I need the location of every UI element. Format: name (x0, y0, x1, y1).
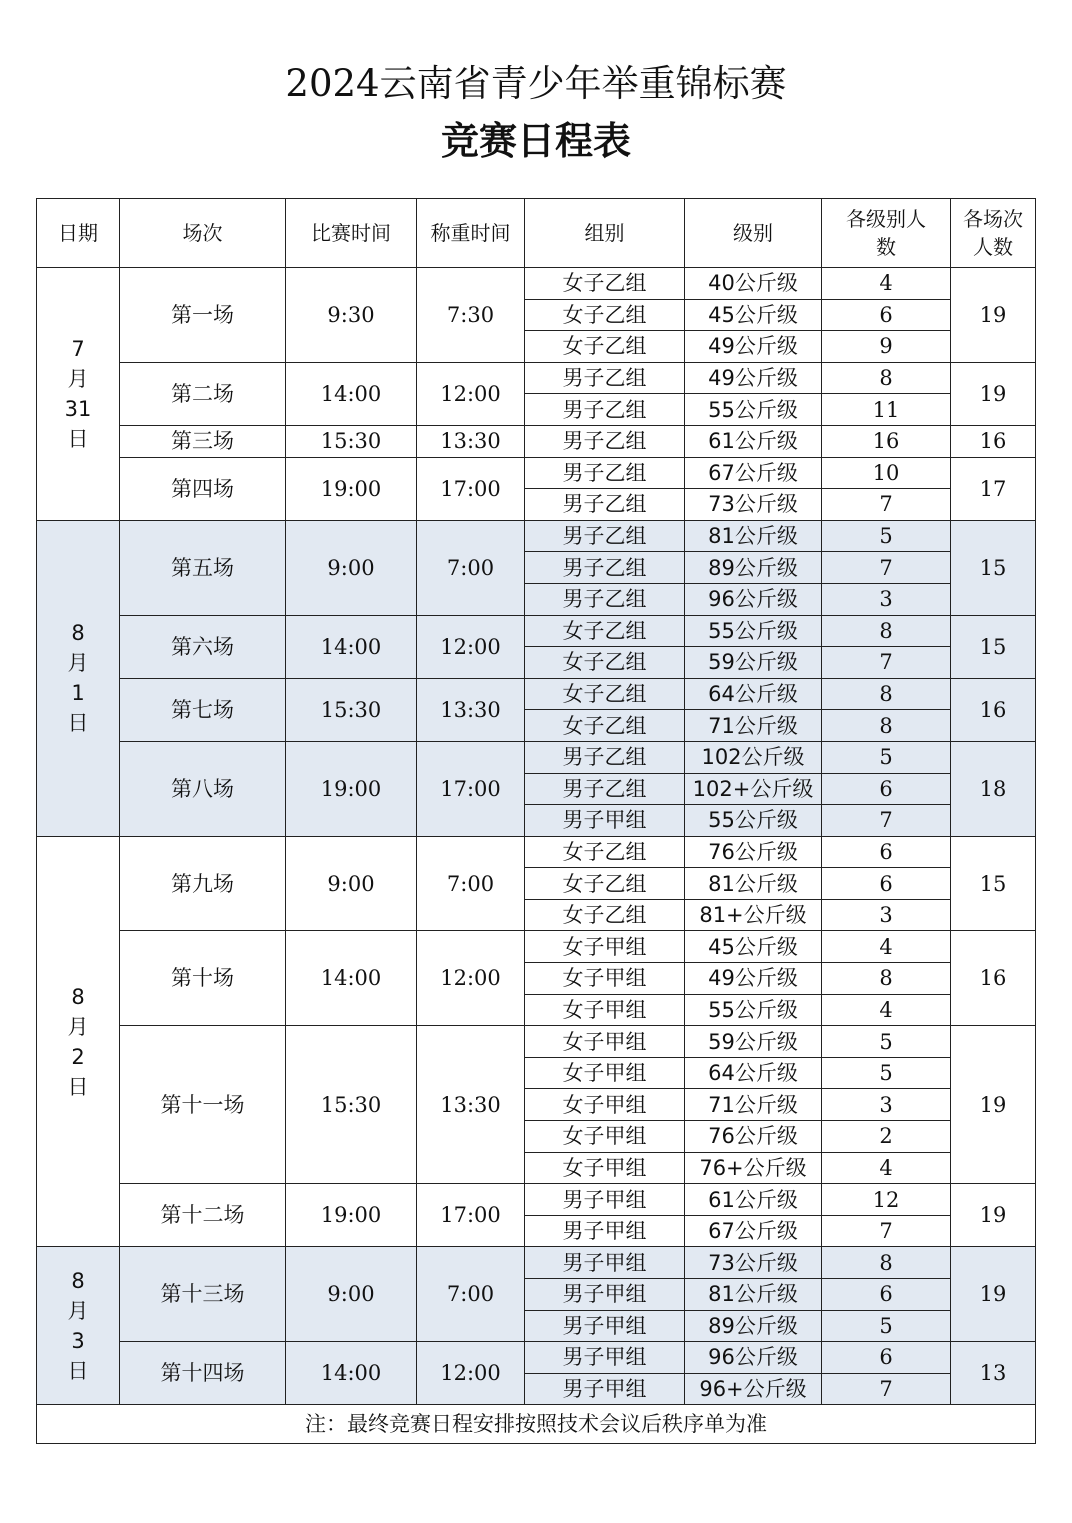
table-row (37, 741, 1036, 773)
match-time: 15:30 (286, 678, 417, 741)
session-name: 第二场 (120, 362, 286, 425)
weight-class-cell: 59公斤级 (685, 647, 822, 679)
session-name: 第一场 (120, 268, 286, 363)
weigh-time: 7:30 (417, 268, 525, 363)
weigh-time: 7:00 (417, 836, 525, 931)
weight-class-cell: 61公斤级 (685, 425, 822, 457)
table-row (37, 268, 1036, 300)
weight-class-cell: 71公斤级 (685, 1089, 822, 1121)
class-count-cell: 9 (822, 331, 951, 363)
group-cell: 女子甲组 (525, 1057, 685, 1089)
weight-class-cell: 73公斤级 (685, 1247, 822, 1279)
group-cell: 女子乙组 (525, 268, 685, 300)
class-count-cell: 4 (822, 994, 951, 1026)
weight-class-cell: 76+公斤级 (685, 1152, 822, 1184)
weigh-time: 17:00 (417, 1184, 525, 1247)
session-name: 第九场 (120, 836, 286, 931)
class-count-cell: 6 (822, 299, 951, 331)
class-count-cell: 7 (822, 1215, 951, 1247)
date-part: 月 (67, 651, 89, 676)
weight-class-cell: 49公斤级 (685, 331, 822, 363)
weigh-time: 12:00 (417, 1342, 525, 1405)
group-cell: 女子乙组 (525, 299, 685, 331)
weight-class-cell: 81公斤级 (685, 868, 822, 900)
group-cell: 女子甲组 (525, 1026, 685, 1058)
weight-class-cell: 81公斤级 (685, 520, 822, 552)
group-cell: 女子乙组 (525, 615, 685, 647)
session-total-cell: 15 (951, 520, 1036, 615)
group-cell: 男子乙组 (525, 552, 685, 584)
group-cell: 女子甲组 (525, 963, 685, 995)
session-total-cell: 19 (951, 1026, 1036, 1184)
class-count-cell: 11 (822, 394, 951, 426)
class-count-cell: 16 (822, 425, 951, 457)
session-name: 第十场 (120, 931, 286, 1026)
class-count-cell: 6 (822, 836, 951, 868)
table-row (37, 1342, 1036, 1374)
date-part: 1 (71, 681, 85, 706)
group-cell: 女子乙组 (525, 331, 685, 363)
session-total-cell: 19 (951, 1247, 1036, 1342)
weight-class-cell: 59公斤级 (685, 1026, 822, 1058)
header-row (37, 199, 1036, 268)
weight-class-cell: 81公斤级 (685, 1279, 822, 1311)
header-class-count-label: 各级别人数 (846, 207, 926, 259)
match-time: 14:00 (286, 931, 417, 1026)
weigh-time: 17:00 (417, 457, 525, 520)
group-cell: 男子乙组 (525, 520, 685, 552)
date-part: 月 (67, 1298, 89, 1323)
session-total-cell: 19 (951, 268, 1036, 363)
table-row (37, 362, 1036, 394)
class-count-cell: 3 (822, 1089, 951, 1121)
session-name: 第三场 (120, 425, 286, 457)
weigh-time: 13:30 (417, 678, 525, 741)
session-total-cell: 15 (951, 836, 1036, 931)
group-cell: 男子甲组 (525, 1310, 685, 1342)
table-row (37, 836, 1036, 868)
table-row (37, 615, 1036, 647)
session-total-cell: 16 (951, 931, 1036, 1026)
weight-class-cell: 89公斤级 (685, 552, 822, 584)
match-time: 9:30 (286, 268, 417, 363)
header-session-count (951, 199, 1036, 268)
class-count-cell: 6 (822, 773, 951, 805)
weight-class-cell: 71公斤级 (685, 710, 822, 742)
class-count-cell: 2 (822, 1121, 951, 1153)
session-total-cell: 17 (951, 457, 1036, 520)
class-count-cell: 4 (822, 931, 951, 963)
class-count-cell: 8 (822, 615, 951, 647)
weight-class-cell: 49公斤级 (685, 963, 822, 995)
class-count-cell: 3 (822, 899, 951, 931)
match-time: 19:00 (286, 1184, 417, 1247)
session-total-cell: 16 (951, 678, 1036, 741)
weight-class-cell: 40公斤级 (685, 268, 822, 300)
session-total-cell: 15 (951, 615, 1036, 678)
group-cell: 男子乙组 (525, 425, 685, 457)
weigh-time: 12:00 (417, 931, 525, 1026)
group-cell: 男子甲组 (525, 1247, 685, 1279)
date-cell (37, 836, 120, 1247)
group-cell: 男子甲组 (525, 805, 685, 837)
group-cell: 女子乙组 (525, 678, 685, 710)
match-time: 14:00 (286, 615, 417, 678)
class-count-cell: 5 (822, 520, 951, 552)
class-count-cell: 7 (822, 1373, 951, 1405)
group-cell: 男子乙组 (525, 741, 685, 773)
class-count-cell: 6 (822, 1279, 951, 1311)
group-cell: 女子甲组 (525, 931, 685, 963)
session-name: 第七场 (120, 678, 286, 741)
weight-class-cell: 45公斤级 (685, 931, 822, 963)
session-name: 第十一场 (120, 1026, 286, 1184)
session-total-cell: 19 (951, 1184, 1036, 1247)
weigh-time: 13:30 (417, 1026, 525, 1184)
weigh-time: 7:00 (417, 1247, 525, 1342)
class-count-cell: 5 (822, 1026, 951, 1058)
group-cell: 男子乙组 (525, 773, 685, 805)
match-time: 14:00 (286, 1342, 417, 1405)
date-part: 8 (71, 621, 85, 646)
class-count-cell: 5 (822, 1310, 951, 1342)
class-count-cell: 6 (822, 1342, 951, 1374)
session-name: 第十四场 (120, 1342, 286, 1405)
class-count-cell: 8 (822, 362, 951, 394)
date-part: 2 (71, 1044, 85, 1069)
weight-class-cell: 61公斤级 (685, 1184, 822, 1216)
weigh-time: 17:00 (417, 741, 525, 836)
date-part: 月 (67, 1014, 89, 1039)
group-cell: 女子乙组 (525, 647, 685, 679)
document-subtitle: 竞赛日程表 (440, 119, 631, 163)
weight-class-cell: 55公斤级 (685, 994, 822, 1026)
weigh-time: 12:00 (417, 362, 525, 425)
weigh-time: 7:00 (417, 520, 525, 615)
header-weigh-time: 称重时间 (417, 199, 525, 268)
date-cell (37, 520, 120, 836)
group-cell: 女子甲组 (525, 994, 685, 1026)
weight-class-cell: 55公斤级 (685, 805, 822, 837)
table-row (37, 457, 1036, 489)
class-count-cell: 8 (822, 963, 951, 995)
schedule-body (37, 268, 1036, 1405)
session-name: 第六场 (120, 615, 286, 678)
group-cell: 男子甲组 (525, 1373, 685, 1405)
weight-class-cell: 102+公斤级 (685, 773, 822, 805)
header-class-count (822, 199, 951, 268)
class-count-cell: 7 (822, 552, 951, 584)
group-cell: 男子乙组 (525, 394, 685, 426)
schedule-table (36, 198, 1036, 1444)
group-cell: 女子乙组 (525, 836, 685, 868)
match-time: 9:00 (286, 1247, 417, 1342)
group-cell: 男子甲组 (525, 1279, 685, 1311)
class-count-cell: 6 (822, 868, 951, 900)
weight-class-cell: 64公斤级 (685, 678, 822, 710)
weight-class-cell: 76公斤级 (685, 1121, 822, 1153)
group-cell: 女子乙组 (525, 899, 685, 931)
class-count-cell: 7 (822, 805, 951, 837)
weight-class-cell: 96公斤级 (685, 583, 822, 615)
session-total-cell: 13 (951, 1342, 1036, 1405)
header-session-count-label: 各场次人数 (963, 207, 1023, 259)
session-name: 第八场 (120, 741, 286, 836)
weight-class-cell: 96公斤级 (685, 1342, 822, 1374)
class-count-cell: 7 (822, 647, 951, 679)
date-part: 3 (71, 1328, 85, 1353)
class-count-cell: 8 (822, 1247, 951, 1279)
group-cell: 男子甲组 (525, 1215, 685, 1247)
header-group: 组别 (525, 199, 685, 268)
group-cell: 男子乙组 (525, 457, 685, 489)
session-total-cell: 16 (951, 425, 1036, 457)
date-part: 31 (64, 396, 92, 421)
table-row (37, 520, 1036, 552)
class-count-cell: 3 (822, 583, 951, 615)
weight-class-cell: 81+公斤级 (685, 899, 822, 931)
group-cell: 女子甲组 (525, 1089, 685, 1121)
date-part: 月 (67, 366, 89, 391)
class-count-cell: 5 (822, 741, 951, 773)
match-time: 15:30 (286, 1026, 417, 1184)
match-time: 14:00 (286, 362, 417, 425)
weight-class-cell: 67公斤级 (685, 1215, 822, 1247)
group-cell: 男子乙组 (525, 362, 685, 394)
group-cell: 男子乙组 (525, 583, 685, 615)
date-part: 日 (67, 1074, 89, 1099)
header-date: 日期 (37, 199, 120, 268)
match-time: 19:00 (286, 741, 417, 836)
weight-class-cell: 76公斤级 (685, 836, 822, 868)
weight-class-cell: 64公斤级 (685, 1057, 822, 1089)
session-total-cell: 18 (951, 741, 1036, 836)
group-cell: 男子甲组 (525, 1184, 685, 1216)
table-row (37, 678, 1036, 710)
header-session: 场次 (120, 199, 286, 268)
class-count-cell: 4 (822, 1152, 951, 1184)
table-row (37, 425, 1036, 457)
date-part: 日 (67, 426, 89, 451)
session-total-cell: 19 (951, 362, 1036, 425)
session-name: 第五场 (120, 520, 286, 615)
weight-class-cell: 102公斤级 (685, 741, 822, 773)
group-cell: 男子乙组 (525, 489, 685, 521)
group-cell: 女子甲组 (525, 1121, 685, 1153)
match-time: 15:30 (286, 425, 417, 457)
class-count-cell: 4 (822, 268, 951, 300)
table-row (37, 1184, 1036, 1216)
match-time: 9:00 (286, 520, 417, 615)
table-row (37, 1026, 1036, 1058)
weight-class-cell: 55公斤级 (685, 615, 822, 647)
class-count-cell: 8 (822, 710, 951, 742)
date-part: 日 (67, 711, 89, 736)
group-cell: 女子乙组 (525, 868, 685, 900)
document-title: 2024云南省青少年举重锦标赛 (285, 62, 787, 105)
weigh-time: 12:00 (417, 615, 525, 678)
weight-class-cell: 96+公斤级 (685, 1373, 822, 1405)
class-count-cell: 10 (822, 457, 951, 489)
class-count-cell: 5 (822, 1057, 951, 1089)
header-match-time: 比赛时间 (286, 199, 417, 268)
date-part: 8 (71, 1268, 85, 1293)
header-weight-class: 级别 (685, 199, 822, 268)
weight-class-cell: 49公斤级 (685, 362, 822, 394)
weight-class-cell: 73公斤级 (685, 489, 822, 521)
date-part: 7 (71, 336, 85, 361)
date-cell (37, 1247, 120, 1405)
class-count-cell: 7 (822, 489, 951, 521)
weight-class-cell: 89公斤级 (685, 1310, 822, 1342)
class-count-cell: 12 (822, 1184, 951, 1216)
weight-class-cell: 45公斤级 (685, 299, 822, 331)
match-time: 9:00 (286, 836, 417, 931)
session-name: 第十三场 (120, 1247, 286, 1342)
date-part: 8 (71, 984, 85, 1009)
class-count-cell: 8 (822, 678, 951, 710)
weight-class-cell: 67公斤级 (685, 457, 822, 489)
match-time: 19:00 (286, 457, 417, 520)
session-name: 第四场 (120, 457, 286, 520)
group-cell: 女子甲组 (525, 1152, 685, 1184)
group-cell: 女子乙组 (525, 710, 685, 742)
date-part: 日 (67, 1358, 89, 1383)
table-row (37, 931, 1036, 963)
group-cell: 男子甲组 (525, 1342, 685, 1374)
date-cell (37, 268, 120, 521)
footnote: 注：最终竞赛日程安排按照技术会议后秩序单为准 (37, 1405, 1036, 1444)
footnote-row (37, 1405, 1036, 1444)
weigh-time: 13:30 (417, 425, 525, 457)
session-name: 第十二场 (120, 1184, 286, 1247)
weight-class-cell: 55公斤级 (685, 394, 822, 426)
table-row (37, 1247, 1036, 1279)
